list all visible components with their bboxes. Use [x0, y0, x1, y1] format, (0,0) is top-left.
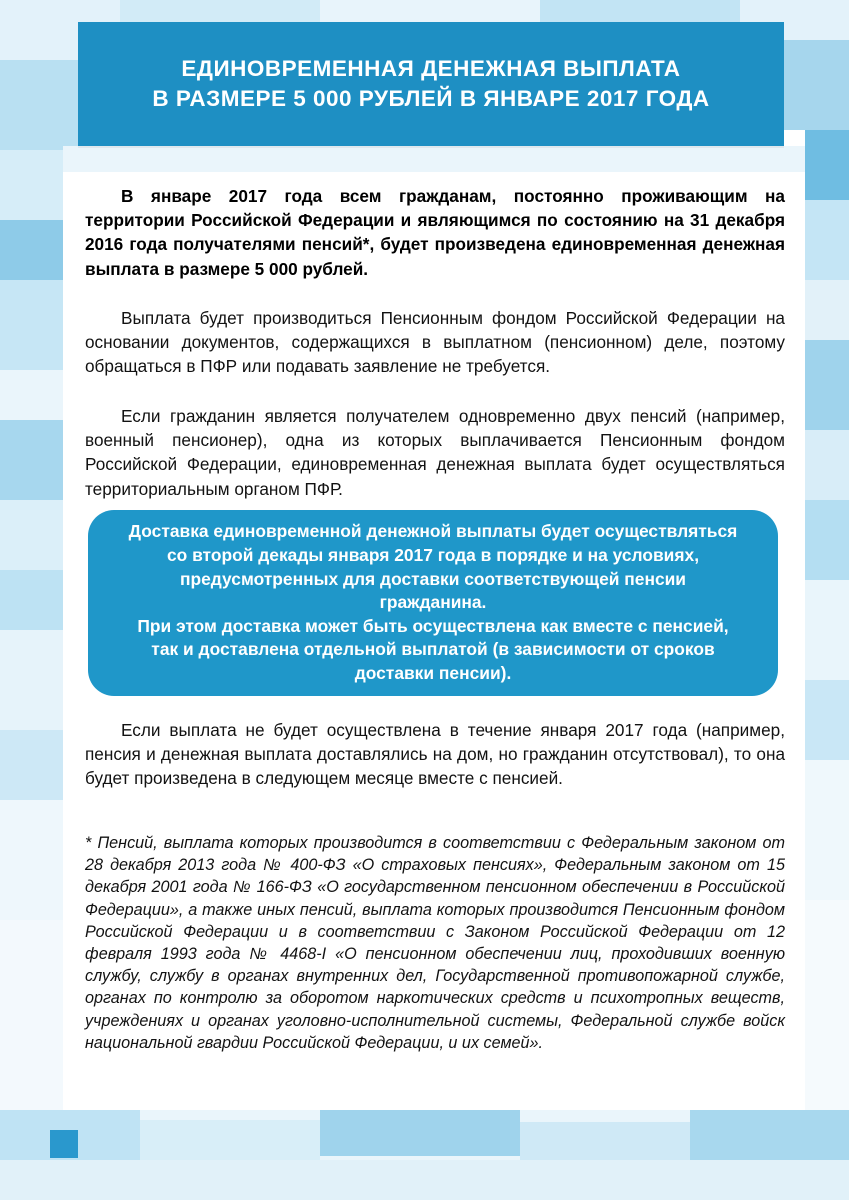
intro-paragraph: В январе 2017 года всем гражданам, постоянно проживающим на территории Российской Федерации и являющимся по состоянию на 31 декабря 2016 года получателями пенсий*, будет произведена единовременная денежная выплата в размере 5 000 рублей. — [85, 186, 785, 279]
bottom-decorative-band — [0, 1110, 849, 1200]
title-line-1: ЕДИНОВРЕМЕННАЯ ДЕНЕЖНАЯ ВЫПЛАТА — [181, 56, 681, 81]
square-accent-icon — [50, 1130, 78, 1158]
title-line-2: В РАЗМЕРЕ 5 000 РУБЛЕЙ В ЯНВАРЕ 2017 ГОДА — [152, 86, 710, 111]
delivery-callout — [88, 510, 778, 696]
header-banner — [78, 22, 784, 146]
callout-text-method: При этом доставка может быть осуществлена как вместе с пенсией, так и доставлена отдельной выплатой (в зависимости от сроков доставки пенсии). — [137, 615, 729, 683]
footnote: * Пенсий, выплата которых производится в соответствии с Федеральным законом от 28 декабря 2013 года № 400-ФЗ «О страховых пенсиях», Федеральным законом от 15 декабря 2001 года № 166-ФЗ «О государственном пенсионном обеспечении в Российской Федерации», а также иных пенсий, выплата которых производится Пенсионным фондом Российской Федерации и в соответствии с Законом Российской Федерации от 12 февраля 1993 года № 4468-I «О пенсионном обеспечении лиц, проходивших военную службу, службу в органах внутренних дел, Государственной противопожарной службе, органах по контролю за оборотом наркотических средств и психотропных веществ, учреждениях и органах уголовно-исполнительной системы, Федеральной службе войск национальной гвардии Российской Федерации, и их семей». — [85, 834, 785, 1052]
paragraph-two-pensions: Если гражданин является получателем одновременно двух пенсий (например, военный пенсионер), одна из которых выплачивается Пенсионным фондом Российской Федерации, единовременная денежная выплата будет осуществляться территориальным органом ПФР. — [85, 406, 785, 499]
paragraph-no-application: Выплата будет производиться Пенсионным фондом Российской Федерации на основании документов, содержащихся в выплатном (пенсионном) деле, поэтому обращаться в ПФР или подавать заявление не требуется. — [85, 308, 785, 377]
callout-text-delivery: Доставка единовременной денежной выплаты будет осуществляться со второй декады января 2017 года в порядке и на условиях, предусмотренных для доставки соответствующей пенсии гражданина. — [128, 521, 738, 613]
page-title — [132, 54, 729, 114]
paragraph-next-month: Если выплата не будет осуществлена в течение января 2017 года (например, пенсия и денежная выплата доставлялись на дом, но гражданин отсутствовал), то она будет произведена в следующем месяце вместе с пенсией. — [85, 720, 785, 789]
